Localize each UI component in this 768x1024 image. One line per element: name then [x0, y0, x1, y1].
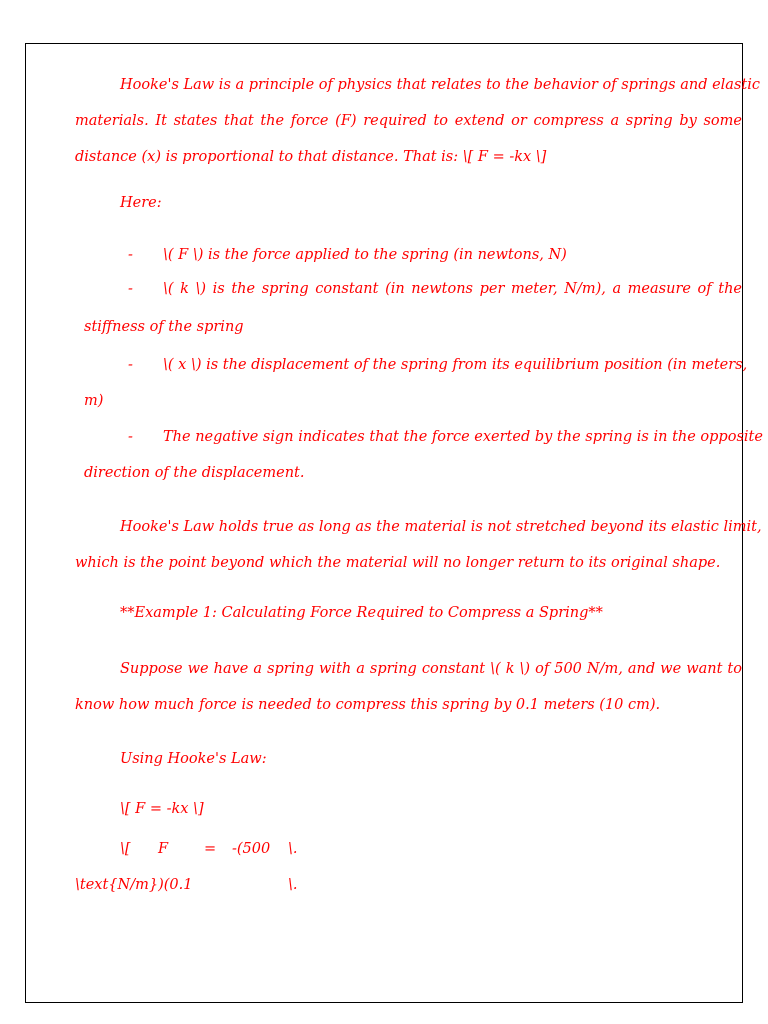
paragraph1-line2: materials. It states that the force (F) required to extend or compress a spring by some [75, 113, 742, 129]
bullet-4-line2: direction of the displacement. [84, 465, 305, 481]
example-heading: **Example 1: Calculating Force Required to Compress a Spring** [120, 605, 603, 621]
paragraph1-line1: Hooke's Law is a principle of physics that relates to the behavior of springs and elastic [120, 77, 760, 93]
formula-3-text: \text{N/m})(0.1 [75, 877, 193, 893]
bullet-1-line1: \( F \) is the force applied to the spring (in newtons, N) [163, 247, 567, 263]
formula-1: \[ F = -kx \] [120, 801, 204, 817]
paragraph2-line1: Hooke's Law holds true as long as the material is not stretched beyond its elastic limit, [120, 519, 762, 535]
formula-2-end: \. [288, 841, 298, 857]
bullet-dash-4: - [128, 429, 133, 445]
paragraph2-line2: which is the point beyond which the material will no longer return to its original shape. [75, 555, 721, 571]
formula-2-value: -(500 [232, 841, 271, 857]
here-label: Here: [120, 195, 162, 211]
paragraph3-line2: know how much force is needed to compress this spring by 0.1 meters (10 cm). [75, 697, 661, 713]
paragraph3-line1: Suppose we have a spring with a spring constant \( k \) of 500 N/m, and we want to [120, 661, 742, 677]
formula-3-end: \. [288, 877, 298, 893]
bullet-4-line1: The negative sign indicates that the force exerted by the spring is in the opposite [163, 429, 763, 445]
bullet-dash-1: - [128, 247, 133, 263]
bullet-2-line1: \( k \) is the spring constant (in newtons per meter, N/m), a measure of the [163, 281, 742, 297]
paragraph1-line3: distance (x) is proportional to that distance. That is: \[ F = -kx \] [75, 149, 547, 165]
formula-2-f: F [158, 841, 169, 857]
bullet-dash-3: - [128, 357, 133, 373]
bullet-3-line1: \( x \) is the displacement of the spring from its equilibrium position (in meters, [163, 357, 748, 373]
bullet-3-line2: m) [84, 393, 104, 409]
using-label: Using Hooke's Law: [120, 751, 267, 767]
bullet-2-line2: stiffness of the spring [84, 319, 244, 335]
formula-2-equals: = [204, 841, 217, 857]
bullet-dash-2: - [128, 281, 133, 297]
formula-2-open: \[ [120, 841, 131, 857]
